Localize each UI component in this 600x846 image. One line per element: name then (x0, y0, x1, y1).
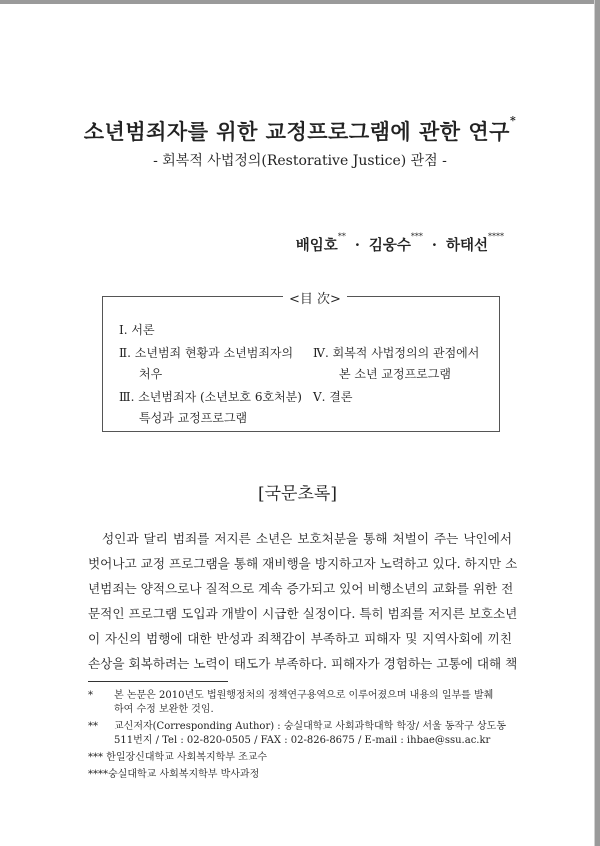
toc-item: 본 소년 교정프로그램 (339, 367, 451, 381)
toc-item: 특성과 교정프로그램 (139, 411, 248, 425)
abstract-heading: [국문초록] (258, 484, 337, 504)
toc-item: Ⅰ. 서론 (119, 323, 155, 337)
author-name: 하태선 (445, 237, 488, 254)
toc-item: Ⅴ. 결론 (313, 390, 353, 404)
paper-title (0, 116, 600, 146)
abstract-line: 성인과 달리 범죄를 저지른 소년은 보호처분을 통해 처벌이 주는 낙인에서 (102, 531, 512, 546)
toc-item: 처우 (139, 367, 163, 381)
footnote-line: ****숭실대학교 사회복지학부 박사과정 (88, 769, 260, 780)
abstract-line: 이 자신의 범행에 대한 반성과 죄책감이 부족하고 피해자 및 지역사회에 끼친 (88, 631, 512, 646)
toc-item: Ⅱ. 소년범죄 현황과 소년범죄자의 (119, 346, 294, 360)
author-separator: · (354, 237, 360, 254)
footnote-line: 본 논문은 2010년도 법원행정처의 정책연구용역으로 이루어졌으며 내용의 일부를 발췌 (114, 690, 494, 701)
paper-subtitle: - 회복적 사법정의(Restorative Justice) 관점 - (153, 153, 447, 169)
toc-item: Ⅲ. 소년범죄자 (소년보호 6호처분) (119, 390, 302, 404)
toc-label: <目 次> (283, 288, 347, 307)
title-text: 소년범죄자를 위한 교정프로그램에 관한 연구 (83, 119, 510, 144)
footnote-mark: * (88, 690, 93, 701)
author-separator: · (431, 237, 437, 254)
author-mark: **** (488, 232, 504, 241)
footnote-line: 511번지 / Tel : 02-820-0505 / FAX : 02-826-8675 / E-mail : ihbae@ssu.ac.kr (114, 735, 491, 746)
author-name: 배임호 (295, 237, 338, 254)
footnote-line: 교신저자(Corresponding Author) : 숭실대학교 사회과학대학 학장/ 서울 동작구 상도동 (114, 721, 506, 732)
footnote-rule (88, 681, 228, 682)
abstract-line: 손상을 회복하려는 노력이 태도가 부족하다. 피해자가 경험하는 고통에 대해 책 (88, 656, 518, 671)
author-name: 김웅수 (368, 237, 411, 254)
page-frame-top (0, 0, 600, 4)
author-mark: ** (337, 232, 346, 241)
footnote-line: *** 한일장신대학교 사회복지학부 조교수 (88, 752, 268, 763)
table-of-contents (102, 292, 500, 432)
title-footnote-mark: * (509, 114, 517, 127)
footnote-line: 하여 수정 보완한 것임. (114, 704, 214, 715)
abstract-line: 년범죄는 양적으로나 질적으로 계속 증가되고 있어 비행소년의 교화를 위한 전 (88, 581, 514, 596)
toc-item: Ⅳ. 회복적 사법정의의 관점에서 (313, 346, 480, 360)
abstract-line: 문적인 프로그램 도입과 개발이 시급한 실정이다. 특히 범죄를 저지른 보호소년 (88, 606, 518, 621)
author-mark: *** (410, 232, 423, 241)
footnote-mark: ** (88, 721, 98, 732)
author-list (296, 234, 504, 255)
abstract-line: 벗어나고 교정 프로그램을 통해 재비행을 방지하고자 노력하고 있다. 하지만 소 (88, 556, 518, 571)
